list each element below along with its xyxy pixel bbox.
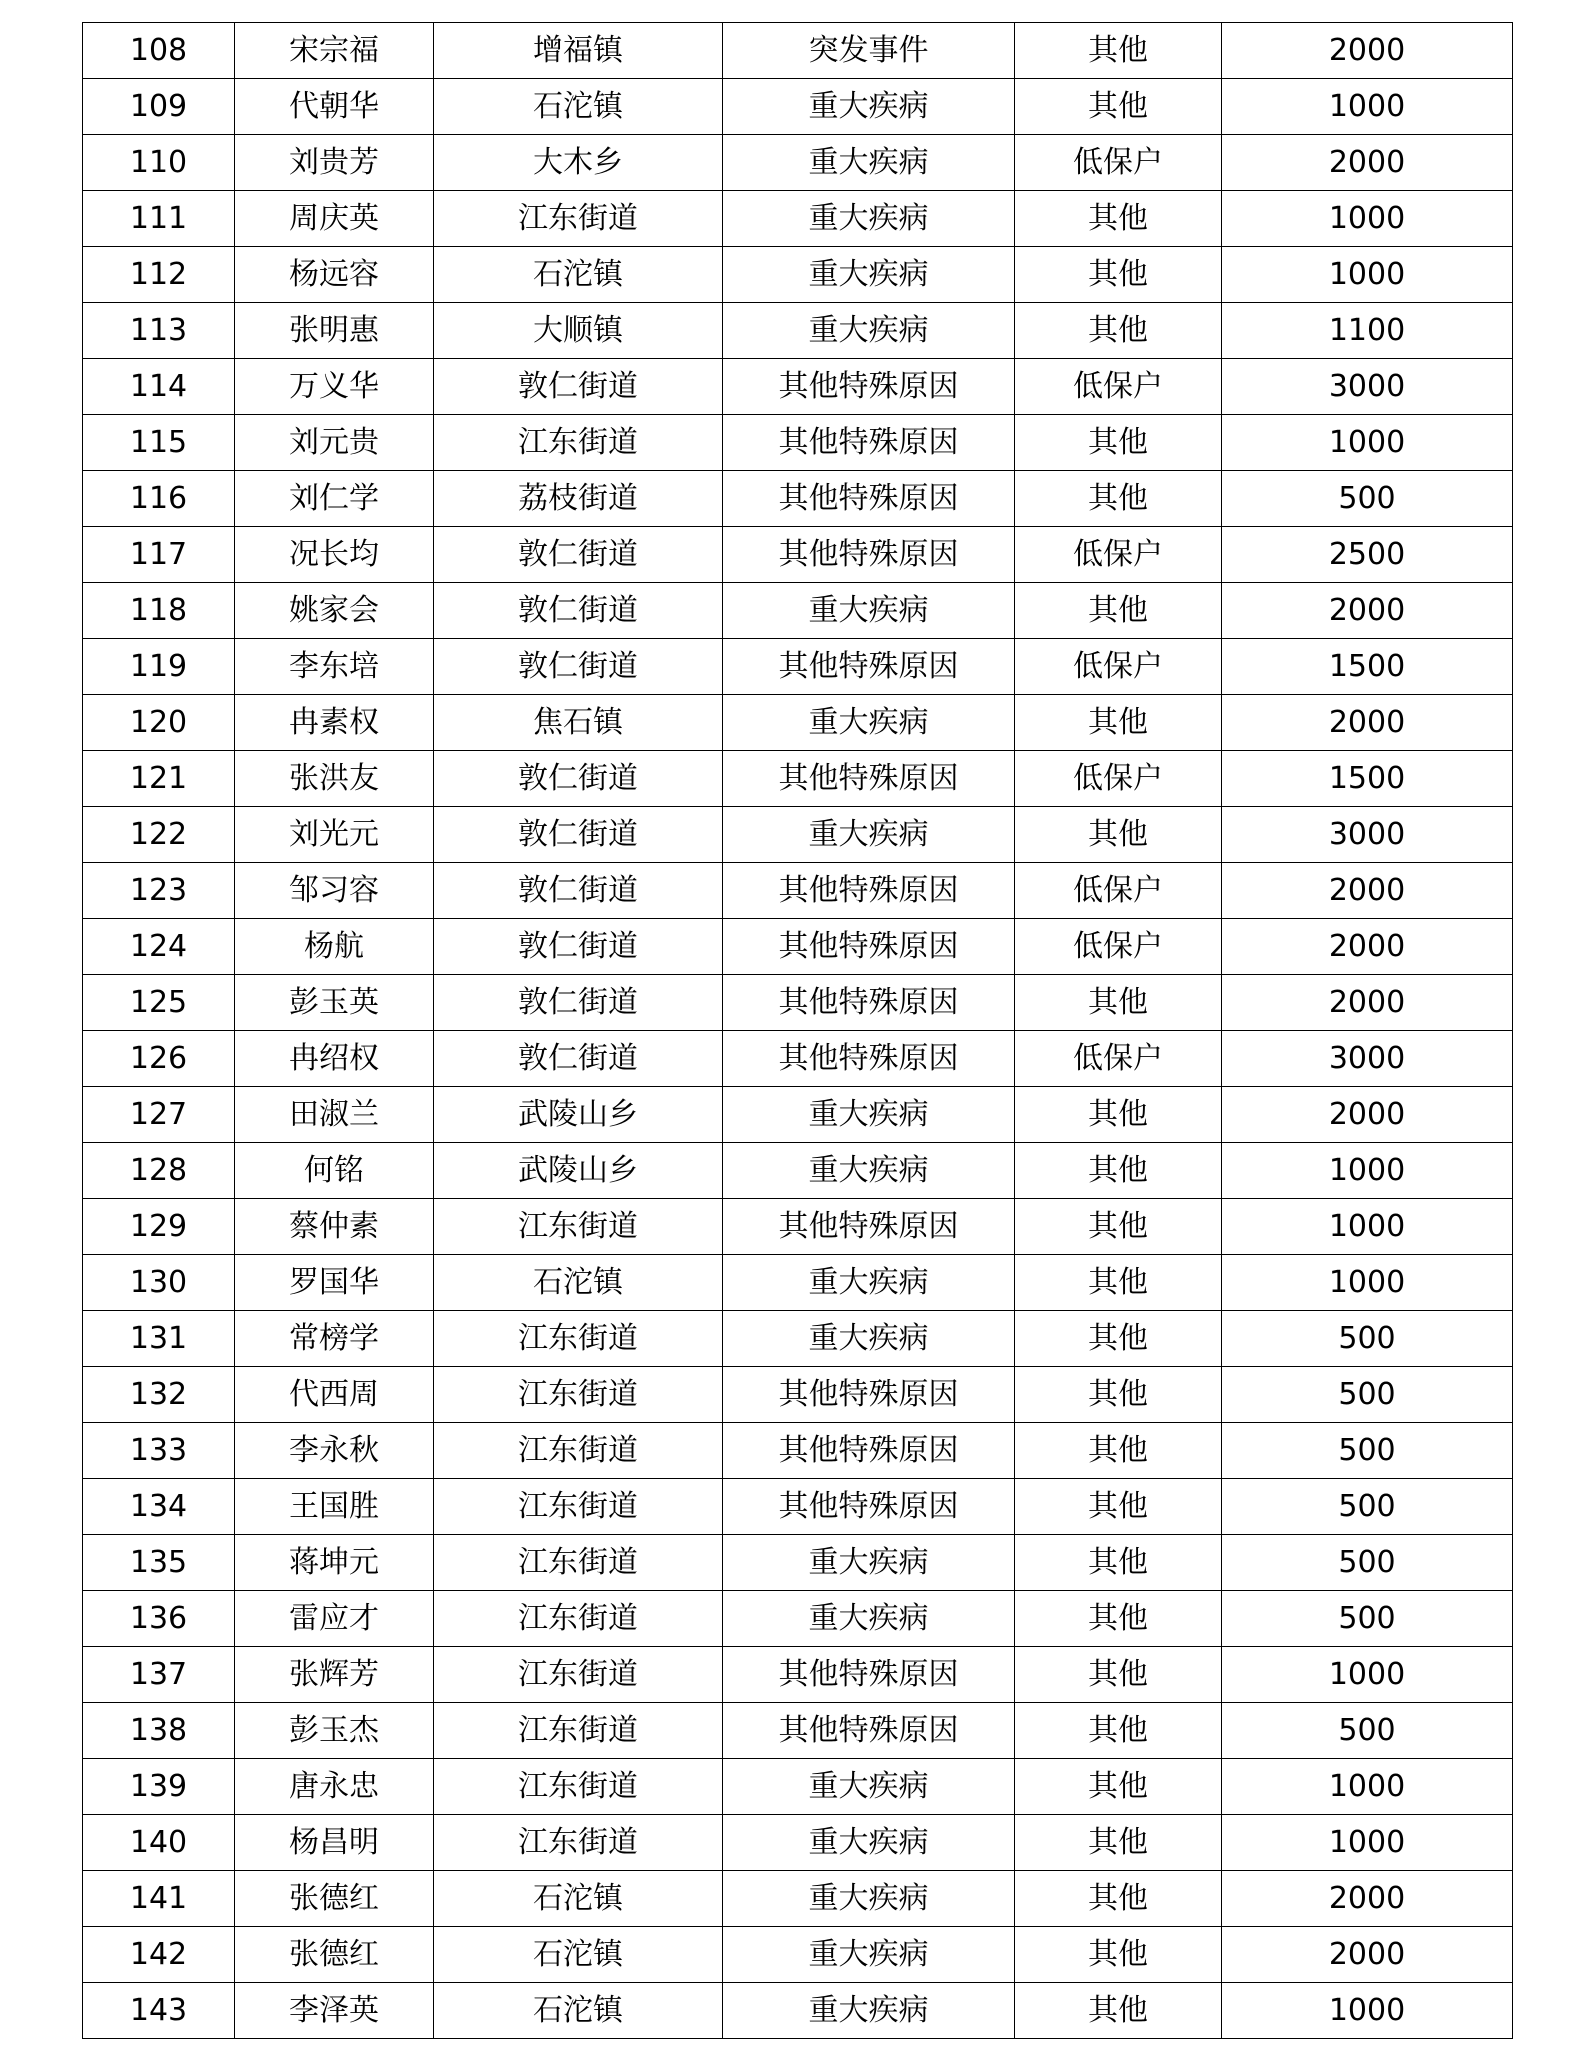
row-number-cell: 137 (83, 1647, 235, 1703)
row-number-cell: 142 (83, 1927, 235, 1983)
town-cell: 江东街道 (434, 415, 723, 471)
household-type-cell: 其他 (1015, 1535, 1222, 1591)
table-row (83, 1591, 1513, 1647)
amount-cell: 1000 (1222, 1647, 1513, 1703)
row-number-cell: 111 (83, 191, 235, 247)
name-cell: 李东培 (235, 639, 434, 695)
town-cell: 石沱镇 (434, 79, 723, 135)
name-cell: 代朝华 (235, 79, 434, 135)
row-number-cell: 122 (83, 807, 235, 863)
name-cell: 唐永忠 (235, 1759, 434, 1815)
amount-cell: 1500 (1222, 751, 1513, 807)
reason-cell: 重大疾病 (723, 1983, 1015, 2039)
amount-cell: 2000 (1222, 863, 1513, 919)
household-type-cell: 其他 (1015, 1311, 1222, 1367)
name-cell: 张辉芳 (235, 1647, 434, 1703)
name-cell: 李永秋 (235, 1423, 434, 1479)
table-row (83, 695, 1513, 751)
row-number-cell: 128 (83, 1143, 235, 1199)
reason-cell: 其他特殊原因 (723, 527, 1015, 583)
name-cell: 张德红 (235, 1871, 434, 1927)
row-number-cell: 118 (83, 583, 235, 639)
reason-cell: 其他特殊原因 (723, 1199, 1015, 1255)
amount-cell: 500 (1222, 1535, 1513, 1591)
household-type-cell: 其他 (1015, 1871, 1222, 1927)
table-row (83, 415, 1513, 471)
reason-cell: 重大疾病 (723, 1143, 1015, 1199)
household-type-cell: 其他 (1015, 303, 1222, 359)
row-number-cell: 130 (83, 1255, 235, 1311)
amount-cell: 3000 (1222, 807, 1513, 863)
town-cell: 荔枝街道 (434, 471, 723, 527)
row-number-cell: 120 (83, 695, 235, 751)
amount-cell: 3000 (1222, 1031, 1513, 1087)
reason-cell: 重大疾病 (723, 1815, 1015, 1871)
household-type-cell: 其他 (1015, 23, 1222, 79)
town-cell: 敦仁街道 (434, 751, 723, 807)
name-cell: 张德红 (235, 1927, 434, 1983)
reason-cell: 重大疾病 (723, 135, 1015, 191)
amount-cell: 1500 (1222, 639, 1513, 695)
town-cell: 增福镇 (434, 23, 723, 79)
row-number-cell: 113 (83, 303, 235, 359)
amount-cell: 1000 (1222, 191, 1513, 247)
town-cell: 石沱镇 (434, 1255, 723, 1311)
amount-cell: 500 (1222, 1479, 1513, 1535)
name-cell: 杨航 (235, 919, 434, 975)
reason-cell: 重大疾病 (723, 1591, 1015, 1647)
amount-cell: 1100 (1222, 303, 1513, 359)
amount-cell: 2000 (1222, 975, 1513, 1031)
table-row (83, 1983, 1513, 2039)
table-row (83, 527, 1513, 583)
row-number-cell: 127 (83, 1087, 235, 1143)
town-cell: 江东街道 (434, 191, 723, 247)
town-cell: 武陵山乡 (434, 1143, 723, 1199)
table-row (83, 1311, 1513, 1367)
household-type-cell: 低保户 (1015, 1031, 1222, 1087)
household-type-cell: 其他 (1015, 807, 1222, 863)
reason-cell: 重大疾病 (723, 695, 1015, 751)
row-number-cell: 114 (83, 359, 235, 415)
household-type-cell: 其他 (1015, 975, 1222, 1031)
town-cell: 敦仁街道 (434, 863, 723, 919)
reason-cell: 重大疾病 (723, 583, 1015, 639)
reason-cell: 其他特殊原因 (723, 1703, 1015, 1759)
household-type-cell: 其他 (1015, 191, 1222, 247)
row-number-cell: 123 (83, 863, 235, 919)
table-row (83, 359, 1513, 415)
household-type-cell: 其他 (1015, 1927, 1222, 1983)
table-row (83, 639, 1513, 695)
amount-cell: 2000 (1222, 135, 1513, 191)
amount-cell: 2000 (1222, 695, 1513, 751)
name-cell: 张明惠 (235, 303, 434, 359)
table-row (83, 191, 1513, 247)
name-cell: 田淑兰 (235, 1087, 434, 1143)
town-cell: 江东街道 (434, 1311, 723, 1367)
reason-cell: 重大疾病 (723, 1535, 1015, 1591)
town-cell: 江东街道 (434, 1367, 723, 1423)
household-type-cell: 低保户 (1015, 359, 1222, 415)
town-cell: 江东街道 (434, 1815, 723, 1871)
row-number-cell: 132 (83, 1367, 235, 1423)
name-cell: 邹习容 (235, 863, 434, 919)
table-row (83, 975, 1513, 1031)
name-cell: 刘贵芳 (235, 135, 434, 191)
household-type-cell: 低保户 (1015, 751, 1222, 807)
table-row (83, 1815, 1513, 1871)
reason-cell: 其他特殊原因 (723, 919, 1015, 975)
town-cell: 石沱镇 (434, 247, 723, 303)
household-type-cell: 其他 (1015, 1591, 1222, 1647)
amount-cell: 500 (1222, 1703, 1513, 1759)
amount-cell: 1000 (1222, 79, 1513, 135)
row-number-cell: 119 (83, 639, 235, 695)
household-type-cell: 其他 (1015, 1983, 1222, 2039)
amount-cell: 500 (1222, 1591, 1513, 1647)
name-cell: 罗国华 (235, 1255, 434, 1311)
amount-cell: 2000 (1222, 23, 1513, 79)
household-type-cell: 其他 (1015, 1815, 1222, 1871)
amount-cell: 3000 (1222, 359, 1513, 415)
town-cell: 敦仁街道 (434, 583, 723, 639)
row-number-cell: 125 (83, 975, 235, 1031)
amount-cell: 2000 (1222, 1927, 1513, 1983)
household-type-cell: 低保户 (1015, 527, 1222, 583)
town-cell: 江东街道 (434, 1591, 723, 1647)
name-cell: 王国胜 (235, 1479, 434, 1535)
reason-cell: 其他特殊原因 (723, 863, 1015, 919)
amount-cell: 1000 (1222, 415, 1513, 471)
reason-cell: 重大疾病 (723, 247, 1015, 303)
table-row (83, 1479, 1513, 1535)
row-number-cell: 136 (83, 1591, 235, 1647)
table-row (83, 583, 1513, 639)
row-number-cell: 140 (83, 1815, 235, 1871)
amount-cell: 500 (1222, 1311, 1513, 1367)
household-type-cell: 其他 (1015, 1423, 1222, 1479)
town-cell: 敦仁街道 (434, 919, 723, 975)
row-number-cell: 135 (83, 1535, 235, 1591)
name-cell: 姚家会 (235, 583, 434, 639)
table-row (83, 919, 1513, 975)
name-cell: 彭玉杰 (235, 1703, 434, 1759)
row-number-cell: 112 (83, 247, 235, 303)
table-row (83, 1535, 1513, 1591)
reason-cell: 重大疾病 (723, 1311, 1015, 1367)
reason-cell: 其他特殊原因 (723, 415, 1015, 471)
town-cell: 焦石镇 (434, 695, 723, 751)
name-cell: 代西周 (235, 1367, 434, 1423)
household-type-cell: 其他 (1015, 1199, 1222, 1255)
table-row (83, 751, 1513, 807)
town-cell: 敦仁街道 (434, 639, 723, 695)
row-number-cell: 117 (83, 527, 235, 583)
name-cell: 雷应才 (235, 1591, 434, 1647)
table-row (83, 23, 1513, 79)
name-cell: 何铭 (235, 1143, 434, 1199)
table-row (83, 1871, 1513, 1927)
table-row (83, 1647, 1513, 1703)
reason-cell: 重大疾病 (723, 1759, 1015, 1815)
name-cell: 张洪友 (235, 751, 434, 807)
table-row (83, 1703, 1513, 1759)
row-number-cell: 121 (83, 751, 235, 807)
town-cell: 石沱镇 (434, 1927, 723, 1983)
town-cell: 石沱镇 (434, 1983, 723, 2039)
reason-cell: 其他特殊原因 (723, 751, 1015, 807)
reason-cell: 其他特殊原因 (723, 1479, 1015, 1535)
reason-cell: 重大疾病 (723, 1087, 1015, 1143)
row-number-cell: 131 (83, 1311, 235, 1367)
table-row (83, 1255, 1513, 1311)
town-cell: 大木乡 (434, 135, 723, 191)
table-row (83, 1087, 1513, 1143)
amount-cell: 500 (1222, 1367, 1513, 1423)
row-number-cell: 115 (83, 415, 235, 471)
reason-cell: 重大疾病 (723, 191, 1015, 247)
household-type-cell: 其他 (1015, 1479, 1222, 1535)
household-type-cell: 其他 (1015, 1759, 1222, 1815)
name-cell: 刘仁学 (235, 471, 434, 527)
town-cell: 敦仁街道 (434, 975, 723, 1031)
reason-cell: 其他特殊原因 (723, 1423, 1015, 1479)
town-cell: 石沱镇 (434, 1871, 723, 1927)
household-type-cell: 其他 (1015, 79, 1222, 135)
household-type-cell: 其他 (1015, 1087, 1222, 1143)
row-number-cell: 124 (83, 919, 235, 975)
name-cell: 蒋坤元 (235, 1535, 434, 1591)
reason-cell: 其他特殊原因 (723, 1031, 1015, 1087)
town-cell: 江东街道 (434, 1647, 723, 1703)
town-cell: 江东街道 (434, 1423, 723, 1479)
reason-cell: 重大疾病 (723, 79, 1015, 135)
amount-cell: 1000 (1222, 1255, 1513, 1311)
amount-cell: 1000 (1222, 1815, 1513, 1871)
town-cell: 江东街道 (434, 1479, 723, 1535)
reason-cell: 重大疾病 (723, 1927, 1015, 1983)
table-row (83, 1031, 1513, 1087)
household-type-cell: 低保户 (1015, 919, 1222, 975)
reason-cell: 重大疾病 (723, 303, 1015, 359)
amount-cell: 2000 (1222, 583, 1513, 639)
name-cell: 周庆英 (235, 191, 434, 247)
amount-cell: 1000 (1222, 1983, 1513, 2039)
name-cell: 蔡仲素 (235, 1199, 434, 1255)
name-cell: 冉绍权 (235, 1031, 434, 1087)
table-body (83, 23, 1513, 2039)
household-type-cell: 其他 (1015, 695, 1222, 751)
reason-cell: 其他特殊原因 (723, 639, 1015, 695)
row-number-cell: 109 (83, 79, 235, 135)
household-type-cell: 其他 (1015, 1143, 1222, 1199)
town-cell: 江东街道 (434, 1703, 723, 1759)
table-row (83, 471, 1513, 527)
amount-cell: 1000 (1222, 1143, 1513, 1199)
household-type-cell: 其他 (1015, 1367, 1222, 1423)
household-type-cell: 其他 (1015, 471, 1222, 527)
amount-cell: 1000 (1222, 1759, 1513, 1815)
row-number-cell: 116 (83, 471, 235, 527)
town-cell: 武陵山乡 (434, 1087, 723, 1143)
table-row (83, 1759, 1513, 1815)
row-number-cell: 143 (83, 1983, 235, 2039)
town-cell: 江东街道 (434, 1535, 723, 1591)
table-row (83, 247, 1513, 303)
name-cell: 冉素权 (235, 695, 434, 751)
amount-cell: 2000 (1222, 1087, 1513, 1143)
row-number-cell: 126 (83, 1031, 235, 1087)
amount-cell: 500 (1222, 471, 1513, 527)
name-cell: 刘元贵 (235, 415, 434, 471)
name-cell: 彭玉英 (235, 975, 434, 1031)
name-cell: 刘光元 (235, 807, 434, 863)
table-row (83, 807, 1513, 863)
town-cell: 敦仁街道 (434, 1031, 723, 1087)
amount-cell: 2500 (1222, 527, 1513, 583)
table-row (83, 1199, 1513, 1255)
household-type-cell: 低保户 (1015, 135, 1222, 191)
name-cell: 杨远容 (235, 247, 434, 303)
row-number-cell: 133 (83, 1423, 235, 1479)
table-row (83, 1143, 1513, 1199)
town-cell: 江东街道 (434, 1759, 723, 1815)
amount-cell: 2000 (1222, 1871, 1513, 1927)
amount-cell: 1000 (1222, 247, 1513, 303)
reason-cell: 其他特殊原因 (723, 1367, 1015, 1423)
table-row (83, 863, 1513, 919)
household-type-cell: 其他 (1015, 1703, 1222, 1759)
name-cell: 杨昌明 (235, 1815, 434, 1871)
table-row (83, 79, 1513, 135)
town-cell: 大顺镇 (434, 303, 723, 359)
table-row (83, 1423, 1513, 1479)
table-row (83, 1367, 1513, 1423)
reason-cell: 其他特殊原因 (723, 975, 1015, 1031)
name-cell: 况长均 (235, 527, 434, 583)
row-number-cell: 129 (83, 1199, 235, 1255)
name-cell: 李泽英 (235, 1983, 434, 2039)
row-number-cell: 134 (83, 1479, 235, 1535)
household-type-cell: 低保户 (1015, 863, 1222, 919)
town-cell: 敦仁街道 (434, 527, 723, 583)
row-number-cell: 138 (83, 1703, 235, 1759)
reason-cell: 重大疾病 (723, 1871, 1015, 1927)
household-type-cell: 其他 (1015, 583, 1222, 639)
table-row (83, 303, 1513, 359)
row-number-cell: 110 (83, 135, 235, 191)
household-type-cell: 低保户 (1015, 639, 1222, 695)
row-number-cell: 141 (83, 1871, 235, 1927)
amount-cell: 500 (1222, 1423, 1513, 1479)
table-row (83, 135, 1513, 191)
reason-cell: 重大疾病 (723, 807, 1015, 863)
household-type-cell: 其他 (1015, 1647, 1222, 1703)
household-type-cell: 其他 (1015, 415, 1222, 471)
town-cell: 江东街道 (434, 1199, 723, 1255)
relief-roster-table (82, 22, 1513, 2039)
household-type-cell: 其他 (1015, 1255, 1222, 1311)
town-cell: 敦仁街道 (434, 807, 723, 863)
table-row (83, 1927, 1513, 1983)
name-cell: 常榜学 (235, 1311, 434, 1367)
amount-cell: 2000 (1222, 919, 1513, 975)
reason-cell: 其他特殊原因 (723, 359, 1015, 415)
name-cell: 万义华 (235, 359, 434, 415)
household-type-cell: 其他 (1015, 247, 1222, 303)
name-cell: 宋宗福 (235, 23, 434, 79)
row-number-cell: 139 (83, 1759, 235, 1815)
reason-cell: 重大疾病 (723, 1255, 1015, 1311)
reason-cell: 其他特殊原因 (723, 1647, 1015, 1703)
reason-cell: 其他特殊原因 (723, 471, 1015, 527)
town-cell: 敦仁街道 (434, 359, 723, 415)
amount-cell: 1000 (1222, 1199, 1513, 1255)
reason-cell: 突发事件 (723, 23, 1015, 79)
row-number-cell: 108 (83, 23, 235, 79)
